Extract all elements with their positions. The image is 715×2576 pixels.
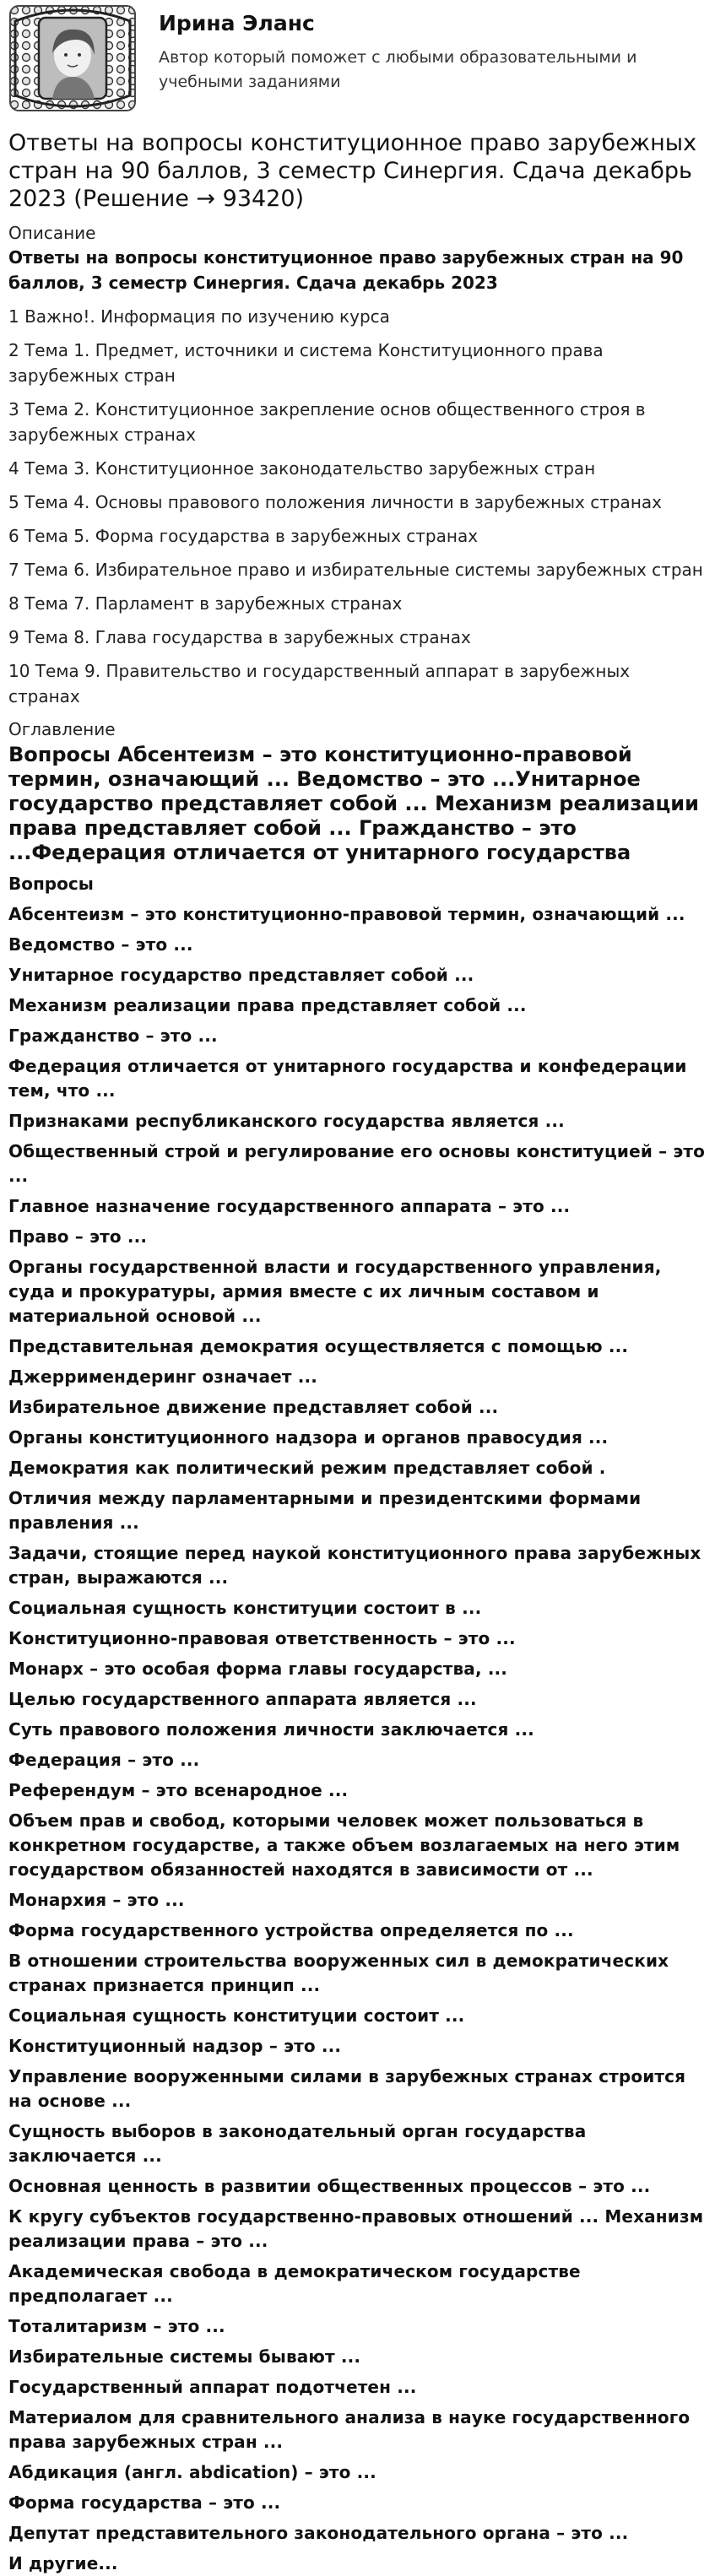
topic-item: 3 Тема 2. Конституционное закрепление основ общественного строя в зарубежных странах	[8, 399, 646, 445]
question-item: Механизм реализации права представляет собой ...	[8, 995, 527, 1015]
question-item: К кругу субъектов государственно-правовых отношений ... Механизм реализации права – это ...	[8, 2206, 704, 2251]
question-item: Ведомство – это ...	[8, 934, 193, 955]
question-item: Органы конституционного надзора и органов правосудия ...	[8, 1427, 609, 1448]
topic-item: 1 Важно!. Информация по изучению курса	[8, 306, 390, 327]
topic-item: 5 Тема 4. Основы правового положения личности в зарубежных странах	[8, 492, 662, 512]
description-label: Описание	[8, 223, 96, 243]
question-item: Главное назначение государственного аппарата – это ...	[8, 1196, 571, 1216]
avatar-frame-icon	[8, 4, 137, 112]
topic-item: 6 Тема 5. Форма государства в зарубежных странах	[8, 526, 479, 546]
question-item: В отношении строительства вооруженных сил в демократических странах признается принцип ...	[8, 1951, 669, 1995]
question-item: Органы государственной власти и государственного управления, суда и прокуратуры, армия вместе с их личным составом и материальной основой ...	[8, 1257, 662, 1326]
topic-item: 10 Тема 9. Правительство и государственный аппарат в зарубежных странах	[8, 661, 631, 706]
author-name[interactable]: Ирина Эланс	[159, 11, 315, 35]
question-item: Федерация отличается от унитарного государства и конфедерации тем, что ...	[8, 1056, 687, 1101]
question-item: Конституционный надзор – это ...	[8, 2036, 342, 2056]
question-item: Управление вооруженными силами в зарубежных странах строится на основе ...	[8, 2066, 686, 2111]
question-item: Форма государственного устройства определяется по ...	[8, 1920, 574, 1940]
description-bold: Ответы на вопросы конституционное право зарубежных стран на 90 баллов, 3 семестр Синергия. Сдача декабрь 2023	[8, 247, 684, 293]
avatar[interactable]	[8, 4, 137, 112]
question-item: И другие...	[8, 2553, 118, 2573]
question-item: Гражданство – это ...	[8, 1026, 218, 1046]
question-item: Целью государственного аппарата является ...	[8, 1689, 477, 1709]
topic-item: 2 Тема 1. Предмет, источники и система Конституционного права зарубежных стран	[8, 340, 604, 386]
toc-label: Оглавление	[8, 719, 116, 739]
question-item: Монарх – это особая форма главы государства, ...	[8, 1659, 508, 1679]
question-item: Отличия между парламентарными и президентскими формами правления ...	[8, 1488, 642, 1533]
question-item: Сущность выборов в законодательный орган государства заключается ...	[8, 2121, 587, 2166]
question-item: Монархия – это ...	[8, 1890, 185, 1910]
question-item: Референдум – это всенародное ...	[8, 1780, 349, 1800]
topic-item: 9 Тема 8. Глава государства в зарубежных странах	[8, 627, 471, 647]
question-item: Абдикация (англ. abdication) – это ...	[8, 2462, 376, 2482]
question-item: Основная ценность в развитии общественных процессов – это ...	[8, 2176, 651, 2196]
question-item: Право – это ...	[8, 1226, 148, 1247]
topic-list	[8, 304, 707, 709]
topic-item: 8 Тема 7. Парламент в зарубежных странах	[8, 593, 403, 614]
question-item: Джерримендеринг означает ...	[8, 1366, 317, 1387]
question-item: Избирательное движение представляет собой ...	[8, 1397, 499, 1417]
toc-heading: Вопросы Абсентеизм – это конституционно-правовой термин, означающий ... Ведомство – это ...Унитарное государство представляет собой ... Механизм реализации права представляет собой ... Гражданство – это ...Федерация отличается от унитарного государства	[8, 743, 699, 864]
question-item: Государственный аппарат подотчетен ...	[8, 2377, 417, 2397]
question-item: Суть правового положения личности заключается ...	[8, 1719, 534, 1740]
question-item: Абсентеизм – это конституционно-правовой термин, означающий ...	[8, 904, 685, 924]
question-item: Социальная сущность конституции состоит ...	[8, 2005, 465, 2026]
questions-label: Вопросы	[8, 874, 94, 894]
question-item: Представительная демократия осуществляется с помощью ...	[8, 1336, 629, 1356]
question-item: Академическая свобода в демократическом государстве предполагает ...	[8, 2261, 581, 2306]
question-item: Демократия как политический режим представляет собой .	[8, 1458, 606, 1478]
question-item: Избирательные системы бывают ...	[8, 2346, 361, 2367]
author-card	[8, 0, 707, 122]
question-item: Признаками республиканского государства является ...	[8, 1111, 565, 1131]
question-item: Унитарное государство представляет собой ...	[8, 965, 474, 985]
question-item: Материалом для сравнительного анализа в науке государственного права зарубежных стран ...	[8, 2407, 691, 2452]
topic-item: 7 Тема 6. Избирательное право и избирательные системы зарубежных стран	[8, 560, 703, 580]
topic-item: 4 Тема 3. Конституционное законодательство зарубежных стран	[8, 458, 596, 479]
question-item: Задачи, стоящие перед наукой конституционного права зарубежных стран, выражаются ...	[8, 1543, 701, 1588]
page-title: Ответы на вопросы конституционное право зарубежных стран на 90 баллов, 3 семестр Синергия. Сдача декабрь 2023 (Решение → 93420)	[8, 130, 697, 212]
author-info	[159, 4, 665, 95]
question-item: Форма государства – это ...	[8, 2492, 281, 2513]
question-item: Федерация – это ...	[8, 1750, 200, 1770]
question-item: Тоталитаризм – это ...	[8, 2316, 225, 2336]
question-list	[8, 902, 707, 2576]
question-item: Социальная сущность конституции состоит в ...	[8, 1598, 482, 1618]
question-item: Общественный строй и регулирование его основы конституцией – это ...	[8, 1141, 705, 1186]
question-item: Конституционно-правовая ответственность – это ...	[8, 1628, 516, 1648]
question-item: Объем прав и свобод, которыми человек может пользоваться в конкретном государстве, а также объем возлагаемых на него этим государством обязанностей находятся в зависимости от ...	[8, 1810, 680, 1880]
question-item: Депутат представительного законодательного органа – это ...	[8, 2523, 629, 2543]
author-description: Автор который поможет с любыми образовательными и учебными заданиями	[159, 48, 637, 91]
